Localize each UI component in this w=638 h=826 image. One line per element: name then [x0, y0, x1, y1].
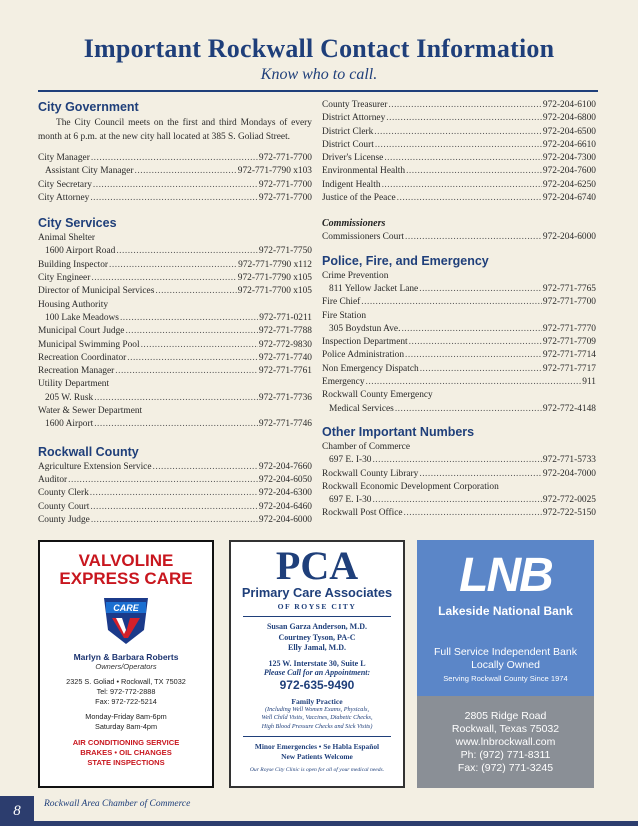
- leader-dots: [401, 323, 541, 336]
- leader-dots: [374, 126, 542, 139]
- lnb-tagline: [417, 646, 594, 672]
- valvoline-hours: [40, 712, 212, 732]
- city-council-intro: The City Council meets on the first and third Mondays of every month at 6 p.m. at the new city hall located at 385 S. Goliad Street.: [38, 118, 312, 142]
- contact-name: Police Administration: [322, 350, 405, 361]
- contact-row: [322, 376, 596, 389]
- valvoline-name-line1: VALVOLINE: [78, 551, 174, 570]
- leader-dots: [372, 454, 541, 467]
- leader-dots: [68, 474, 258, 487]
- contact-phone: 972-771-7714: [542, 350, 596, 361]
- section-heading-other-numbers: Other Important Numbers: [322, 424, 475, 439]
- contact-name: Director of Municipal Services: [38, 286, 155, 297]
- pca-services: [231, 706, 403, 732]
- contact-row: [322, 165, 596, 178]
- contact-row: [38, 259, 312, 272]
- subheading-commissioners: Commissioners: [322, 218, 386, 230]
- contact-phone: 972-722-5150: [542, 508, 596, 519]
- lnb-t2: Locally Owned: [471, 659, 540, 671]
- leader-dots: [127, 352, 258, 365]
- leader-dots: [405, 231, 542, 244]
- pca-logo: PCA: [275, 543, 359, 588]
- leader-dots: [155, 285, 236, 298]
- contact-address: 811 Yellow Jacket Lane: [329, 283, 419, 294]
- leader-dots: [409, 336, 542, 349]
- contact-phone: 972-771-7790 x103: [237, 166, 312, 177]
- footer-publication: Rockwall Area Chamber of Commerce: [44, 799, 191, 809]
- contact-row: [322, 349, 596, 362]
- contact-phone: 972-772-0025: [542, 495, 596, 506]
- right-column: [322, 99, 596, 521]
- leader-dots: [153, 461, 258, 474]
- contact-address: 100 Lake Meadows: [45, 312, 119, 323]
- valvoline-name: [40, 552, 212, 588]
- valvoline-owners-sub: Owners/Operators: [95, 662, 157, 671]
- contact-row: [322, 323, 596, 336]
- contact-phone: 972-771-7740: [258, 352, 312, 363]
- contact-phone: 972-771-7770: [542, 323, 596, 334]
- contact-phone: 972-204-7600: [542, 166, 596, 177]
- contact-row: [38, 365, 312, 378]
- leader-dots: [361, 296, 542, 309]
- contact-row: [322, 231, 596, 244]
- contact-row: [38, 392, 312, 405]
- lnb-fax: Fax: (972) 771-3245: [457, 762, 554, 774]
- contact-phone: 972-771-7790 x105: [237, 273, 312, 284]
- contact-row: [322, 454, 596, 467]
- valvoline-fax: Fax: 972-722-5214: [95, 697, 157, 706]
- contact-name: Commissioners Court: [322, 232, 405, 243]
- valvoline-svc3: STATE INSPECTIONS: [87, 758, 165, 767]
- leader-dots: [94, 392, 258, 405]
- lnb-t1: Full Service Independent Bank: [433, 646, 577, 658]
- contact-name: Housing Authority: [38, 299, 109, 310]
- section-heading-city-services: City Services: [38, 216, 117, 231]
- contact-name: Auditor: [38, 474, 68, 485]
- contact-name: Crime Prevention: [322, 270, 389, 281]
- contact-name: Utility Department: [38, 379, 110, 390]
- contact-phone: 972-771-7700: [258, 153, 312, 163]
- contact-row: [322, 468, 596, 481]
- contact-address: 697 E. I-30: [329, 455, 372, 466]
- page-subtitle: Know who to call.: [260, 66, 378, 83]
- contact-phone: 972-771-7700: [258, 192, 312, 203]
- lnb-contact: [417, 710, 594, 775]
- contact-name: County Treasurer: [322, 100, 388, 110]
- contact-row: [322, 403, 596, 416]
- pca-note: Our Royse City Clinic is open for all of your medical needs.: [249, 767, 385, 774]
- contact-name: Chamber of Commerce: [322, 441, 410, 452]
- leader-dots: [109, 259, 237, 272]
- contact-name: District Attorney: [322, 113, 386, 124]
- contact-address: 205 W. Rusk: [45, 392, 94, 403]
- contact-name: Driver's License: [322, 153, 384, 164]
- contact-name: Water & Sewer Department: [38, 406, 143, 417]
- contact-phone: 972-771-7761: [258, 366, 312, 377]
- contact-row: [38, 325, 312, 338]
- leader-dots: [116, 245, 258, 258]
- leader-dots: [135, 165, 237, 178]
- contact-name: Medical Services: [329, 403, 394, 414]
- contact-phone: 911: [582, 377, 596, 388]
- contact-name: County Clerk: [38, 488, 89, 499]
- valvoline-ad[interactable]: [38, 540, 214, 788]
- contact-row: [322, 336, 596, 349]
- leader-dots: [382, 179, 542, 192]
- contact-name: Inspection Department: [322, 337, 408, 348]
- valvoline-addr: 2325 S. Goliad • Rockwall, TX 75032: [66, 677, 186, 686]
- contact-phone: 972-771-7709: [542, 337, 596, 348]
- pca-phone: 972-635-9490: [279, 677, 355, 692]
- contact-row: [38, 352, 312, 365]
- contact-name: City Engineer: [38, 273, 91, 284]
- page-title: Important Rockwall Contact Information: [83, 34, 555, 63]
- contact-name: County Court: [38, 501, 90, 512]
- pca-welcome: New Patients Welcome: [281, 752, 353, 762]
- contact-phone: 972-771-7750: [258, 246, 312, 257]
- contact-row: [322, 126, 596, 139]
- contact-row: [322, 179, 596, 192]
- contact-row: [38, 339, 312, 352]
- contact-phone: 972-771-7788: [258, 326, 312, 337]
- leader-dots: [404, 507, 542, 520]
- contact-phone: 972-204-6100: [542, 100, 596, 110]
- leader-dots: [384, 152, 542, 165]
- contact-row: [38, 179, 312, 192]
- divider: [243, 736, 391, 737]
- divider: [243, 616, 391, 617]
- contact-row: [38, 165, 312, 178]
- leader-dots: [405, 349, 542, 362]
- contact-address: 1600 Airport Road: [45, 246, 116, 257]
- contact-row: [322, 99, 596, 112]
- contact-row: [322, 296, 596, 309]
- leader-dots: [372, 494, 541, 507]
- contact-phone: 972-771-7790 x112: [238, 259, 312, 270]
- contact-row: [322, 139, 596, 152]
- valvoline-owners: Marlyn & Barbara Roberts: [73, 652, 179, 662]
- contact-phone: 972-204-7660: [258, 461, 312, 472]
- contact-name: District Clerk: [322, 126, 374, 137]
- leader-dots: [419, 468, 542, 481]
- contact-phone: 972-204-6800: [542, 113, 596, 124]
- contact-name: Environmental Health: [322, 166, 406, 177]
- contact-phone: 972-771-7765: [542, 283, 596, 294]
- lnb-name: Lakeside National Bank: [438, 604, 573, 618]
- contact-row: [38, 474, 312, 487]
- contact-row: [322, 507, 596, 520]
- pca-minor: Minor Emergencies • Se Habla Español: [254, 742, 380, 752]
- contact-name: County Judge: [38, 514, 90, 525]
- contact-phone: 972-771-0211: [259, 312, 312, 323]
- contact-phone: 972-771-7717: [542, 363, 596, 374]
- contact-row: [322, 152, 596, 165]
- leader-dots: [366, 376, 582, 389]
- contact-name: Fire Station: [322, 310, 367, 321]
- contact-row: [38, 514, 312, 527]
- contact-name: Justice of the Peace: [322, 193, 396, 204]
- contact-name: Rockwall Post Office: [322, 508, 403, 519]
- pca-doc3: Elly Jamal, M.D.: [288, 643, 346, 652]
- contact-row: [322, 112, 596, 125]
- contact-row: [322, 363, 596, 376]
- contact-name: City Manager: [38, 153, 90, 163]
- left-column: [38, 99, 312, 527]
- valvoline-hours1: Monday-Friday 8am-6pm: [85, 712, 167, 721]
- leader-dots: [386, 112, 542, 125]
- contact-phone: 972-771-7736: [258, 392, 312, 403]
- contact-row: [38, 487, 312, 500]
- contact-name: Fire Chief: [322, 297, 361, 308]
- contact-row: [38, 192, 312, 205]
- contact-name: District Court: [322, 139, 374, 150]
- contact-row: [322, 494, 596, 507]
- valvoline-hours2: Saturday 8am-4pm: [94, 722, 158, 731]
- contact-name: Municipal Court Judge: [38, 326, 125, 337]
- pca-doctors: [231, 622, 403, 654]
- contact-name: Building Inspector: [38, 259, 109, 270]
- contact-phone: 972-204-6610: [542, 139, 596, 150]
- lnb-logo: LNB: [459, 549, 552, 602]
- valvoline-svc2: BRAKES • OIL CHANGES: [80, 748, 172, 757]
- leader-dots: [91, 514, 258, 527]
- valvoline-services: [40, 738, 212, 768]
- leader-dots: [395, 403, 542, 416]
- contact-row: [38, 152, 312, 165]
- pca-doc1: Susan Garza Anderson, M.D.: [266, 622, 367, 631]
- contact-row: [38, 501, 312, 514]
- valvoline-svc1: AIR CONDITIONING SERVICE: [72, 738, 180, 747]
- valvoline-address: [40, 677, 212, 707]
- svg-text:CARE: CARE: [113, 603, 139, 613]
- contact-phone: 972-772-9830: [258, 339, 312, 350]
- contact-phone: 972-204-6250: [542, 179, 596, 190]
- contact-row: [38, 245, 312, 258]
- leader-dots: [120, 312, 258, 325]
- contact-name: Recreation Manager: [38, 366, 115, 377]
- contact-name: Animal Shelter: [38, 233, 96, 244]
- contact-row: [38, 418, 312, 431]
- lnb-ad[interactable]: [417, 540, 594, 788]
- contact-row: [38, 285, 312, 298]
- pca-name: Primary Care Associates: [241, 585, 393, 600]
- contact-name: Non Emergency Dispatch: [322, 363, 419, 374]
- contact-row: [38, 272, 312, 285]
- contact-name: Municipal Swimming Pool: [38, 339, 140, 350]
- contact-row: [38, 461, 312, 474]
- valvoline-logo-icon: [96, 594, 156, 646]
- section-heading-rockwall-county: Rockwall County: [38, 444, 139, 459]
- leader-dots: [125, 325, 257, 338]
- contact-phone: 972-204-7000: [542, 468, 596, 479]
- leader-dots: [90, 192, 258, 205]
- leader-dots: [406, 165, 542, 178]
- leader-dots: [115, 365, 258, 378]
- contact-name: Indigent Health: [322, 179, 381, 190]
- pca-fpd1: (Including Well Women Exams, Physicals,: [264, 705, 370, 713]
- leader-dots: [397, 192, 542, 205]
- header-rule: [38, 90, 598, 92]
- contact-phone: 972-771-5733: [542, 455, 596, 466]
- pca-call: Please Call for an Appointment:: [263, 667, 371, 677]
- contact-name: Rockwall County Emergency: [322, 390, 433, 401]
- footer-bar: [0, 821, 638, 826]
- pca-doc2: Courtney Tyson, PA-C: [278, 632, 356, 642]
- leader-dots: [90, 501, 258, 514]
- contact-phone: 972-771-7746: [258, 419, 312, 430]
- leader-dots: [91, 152, 258, 165]
- contact-phone: 972-771-7700: [258, 179, 312, 190]
- pca-address: 125 W. Interstate 30, Suite L: [268, 658, 366, 668]
- leader-dots: [90, 487, 258, 500]
- contact-phone: 972-204-6000: [258, 514, 312, 525]
- contact-name: Emergency: [322, 377, 365, 388]
- contact-phone: 972-771-7700: [542, 297, 596, 308]
- page-number: 8: [0, 796, 34, 826]
- contact-name: Agriculture Extension Service: [38, 461, 152, 472]
- contact-phone: 972-204-6000: [542, 232, 596, 243]
- pca-location: OF ROYSE CITY: [277, 602, 357, 611]
- contact-row: [322, 192, 596, 205]
- leader-dots: [141, 339, 258, 352]
- lnb-phone: Ph: (972) 771-8311: [460, 749, 551, 761]
- leader-dots: [94, 418, 258, 431]
- pca-fpd3: High Blood Pressure Checks and Sick Visits): [261, 722, 373, 730]
- contact-name: City Attorney: [38, 192, 90, 203]
- contact-phone: 972-204-7300: [542, 153, 596, 164]
- contact-phone: 972-204-6500: [542, 126, 596, 137]
- leader-dots: [91, 272, 236, 285]
- contact-address: 697 E. I-30: [329, 495, 372, 506]
- leader-dots: [420, 363, 542, 376]
- pca-family-practice: Family Practice: [291, 696, 343, 706]
- contact-phone: 972-204-6740: [542, 193, 596, 204]
- contact-address: 1600 Airport: [45, 419, 94, 430]
- contact-name: City Secretary: [38, 179, 92, 190]
- pca-ad[interactable]: [229, 540, 405, 788]
- leader-dots: [388, 99, 542, 112]
- contact-name: Assistant City Manager: [45, 166, 134, 177]
- leader-dots: [93, 179, 258, 192]
- contact-phone: 972-204-6300: [258, 488, 312, 499]
- valvoline-tel: Tel: 972-772-2888: [96, 687, 156, 696]
- contact-phone: 972-204-6050: [258, 474, 312, 485]
- lnb-addr1: 2805 Ridge Road: [464, 710, 547, 722]
- leader-dots: [419, 283, 542, 296]
- contact-address: 305 Boydstun Ave.: [329, 323, 401, 334]
- section-heading-police-fire: Police, Fire, and Emergency: [322, 253, 489, 268]
- contact-name: Recreation Coordinator: [38, 352, 127, 363]
- lnb-web[interactable]: www.lnbrockwall.com: [455, 736, 556, 748]
- leader-dots: [375, 139, 542, 152]
- contact-name: Rockwall Economic Development Corporation: [322, 481, 499, 492]
- lnb-addr2: Rockwall, Texas 75032: [451, 723, 560, 735]
- contact-row: [322, 283, 596, 296]
- contact-phone: 972-204-6460: [258, 501, 312, 512]
- contact-phone: 972-772-4148: [542, 403, 596, 414]
- contact-phone: 972-771-7700 x105: [237, 286, 312, 297]
- contact-row: [38, 312, 312, 325]
- lnb-contact-panel: [417, 696, 594, 788]
- pca-minor-emergencies: [231, 742, 403, 762]
- lnb-since: Serving Rockwall County Since 1974: [443, 674, 568, 683]
- pca-fpd2: Well Child Visits, Vaccines, Diabetic Checks,: [261, 714, 373, 722]
- contact-name: Rockwall County Library: [322, 468, 419, 479]
- section-heading-city-government: City Government: [38, 100, 139, 114]
- valvoline-name-line2: EXPRESS CARE: [59, 569, 193, 588]
